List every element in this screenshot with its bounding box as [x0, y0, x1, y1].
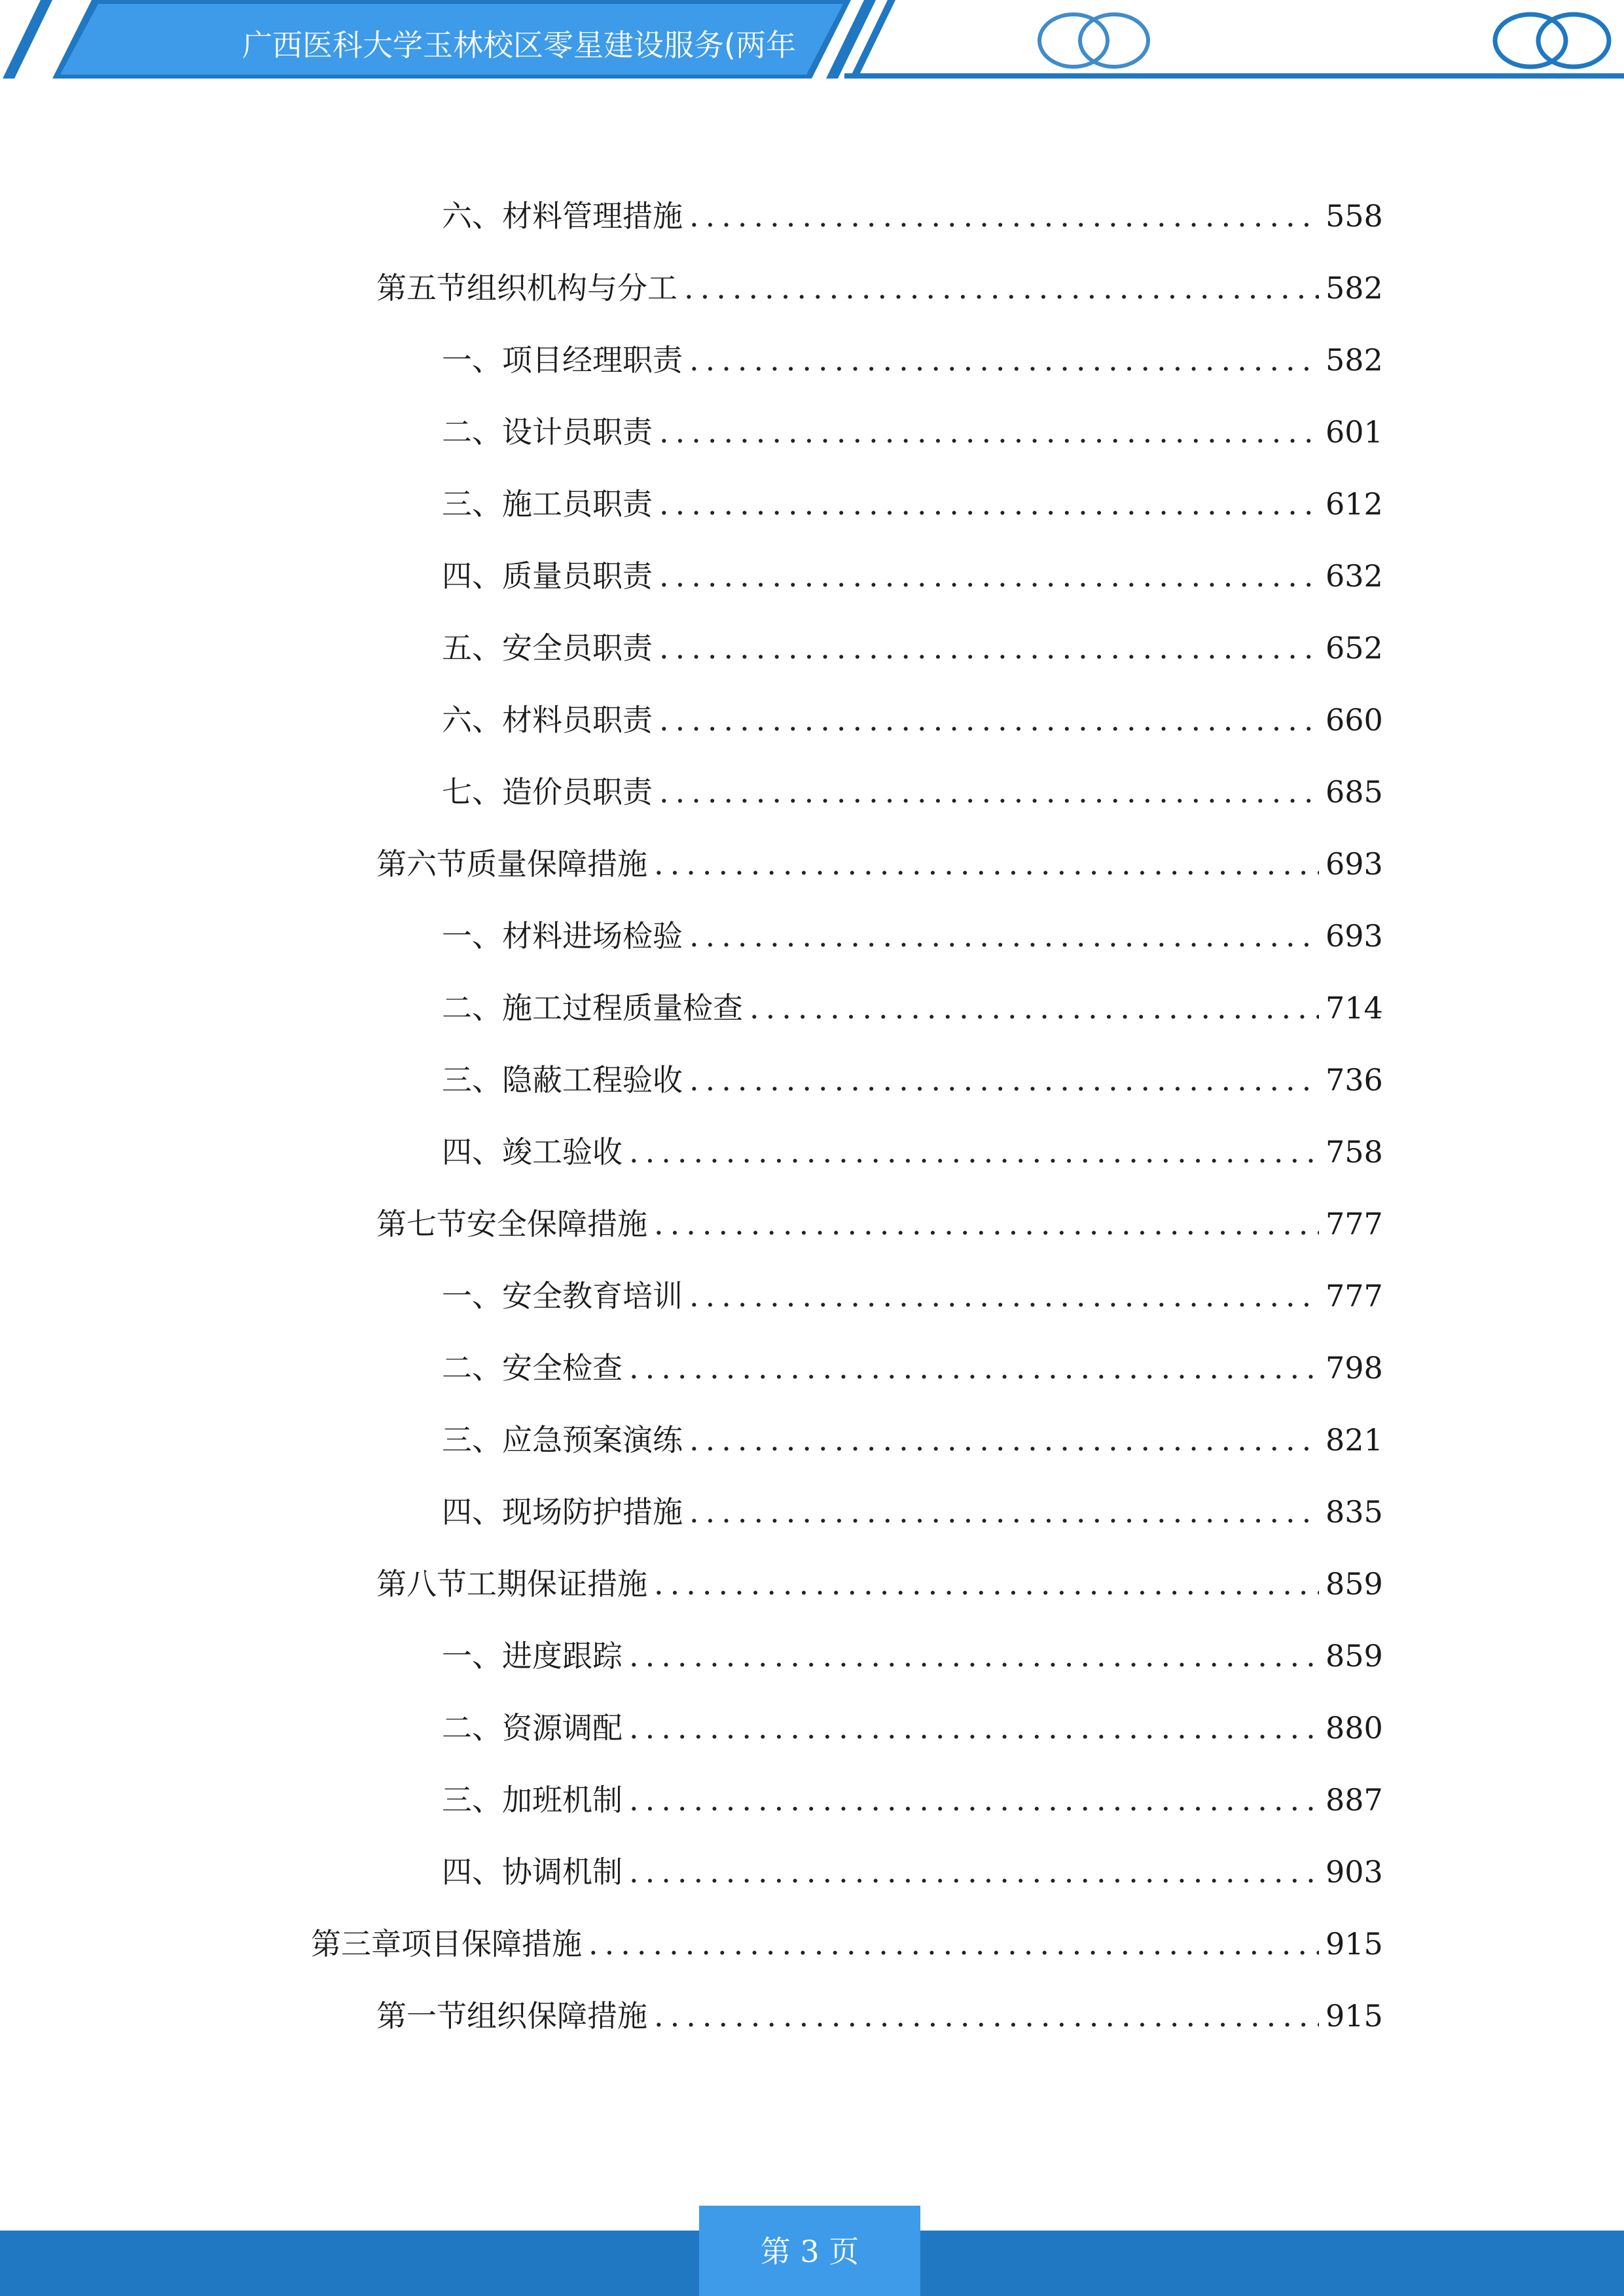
toc-title: 材料管理措施 — [502, 198, 683, 234]
toc-title: 项目保障措施 — [401, 1926, 582, 1962]
toc-leader-dots — [749, 985, 1319, 1031]
toc-title: 组织保障措施 — [467, 1998, 647, 2034]
toc-title: 施工过程质量检查 — [502, 990, 743, 1026]
toc-number: 第八节 — [376, 1566, 467, 1602]
toc-page-number: 777 — [1326, 1278, 1383, 1314]
toc-number: 第一节 — [376, 1998, 467, 2034]
toc-title: 加班机制 — [502, 1782, 623, 1818]
toc-leader-dots — [659, 697, 1319, 743]
toc-title: 安全检查 — [502, 1350, 623, 1386]
header-underline — [844, 73, 1624, 79]
toc-leader-dots — [629, 1345, 1319, 1391]
toc-title: 施工员职责 — [502, 486, 653, 522]
toc-row[interactable] — [442, 913, 1383, 959]
toc-page-number: 758 — [1326, 1134, 1383, 1170]
page-number-label: 第 3 页 — [760, 2234, 859, 2269]
header-rings-faded-icon — [1039, 14, 1148, 67]
toc-leader-dots — [689, 337, 1319, 383]
toc-page-number: 777 — [1326, 1206, 1383, 1242]
header-title: 广西医科大学玉林校区零星建设服务(两年 — [242, 27, 796, 63]
toc-number: 七、 — [442, 774, 502, 810]
toc-leader-dots — [654, 1993, 1319, 2039]
toc-number: 二、 — [442, 414, 502, 450]
toc-row[interactable] — [376, 841, 1383, 887]
toc-title: 现场防护措施 — [502, 1494, 683, 1530]
toc-row[interactable] — [376, 1561, 1383, 1607]
toc-page-number: 903 — [1326, 1854, 1383, 1890]
toc-leader-dots — [629, 1705, 1319, 1751]
toc-leader-dots — [588, 1921, 1319, 1967]
toc-row[interactable] — [442, 1849, 1383, 1895]
toc-leader-dots — [654, 1201, 1319, 1247]
toc-leader-dots — [629, 1777, 1319, 1823]
toc-number: 三、 — [442, 1422, 502, 1458]
toc-row[interactable] — [442, 1345, 1383, 1391]
header-stripe-left — [3, 0, 52, 79]
header-rings-logo-icon — [1495, 14, 1609, 67]
toc-page-number: 632 — [1326, 558, 1383, 594]
toc-title: 进度跟踪 — [502, 1638, 623, 1674]
toc-number: 第六节 — [376, 846, 467, 882]
toc-number: 一、 — [442, 1278, 502, 1314]
toc-row[interactable] — [442, 697, 1383, 743]
toc-row[interactable] — [442, 1057, 1383, 1103]
toc-page-number: 821 — [1326, 1422, 1383, 1458]
toc-number: 五、 — [442, 630, 502, 666]
toc-leader-dots — [689, 913, 1319, 959]
toc-title: 竣工验收 — [502, 1134, 623, 1170]
toc-leader-dots — [629, 1849, 1319, 1895]
toc-leader-dots — [654, 1561, 1319, 1607]
toc-number: 四、 — [442, 1134, 502, 1170]
toc-title: 组织机构与分工 — [467, 270, 677, 306]
toc-row[interactable] — [442, 1705, 1383, 1751]
toc-leader-dots — [629, 1129, 1319, 1175]
toc-number: 一、 — [442, 918, 502, 954]
toc-page-number: 558 — [1326, 198, 1383, 234]
toc-leader-dots — [689, 1273, 1319, 1319]
toc-number: 四、 — [442, 1494, 502, 1530]
toc-number: 一、 — [442, 1638, 502, 1674]
toc-leader-dots — [689, 193, 1319, 239]
toc-page-number: 915 — [1326, 1998, 1383, 2034]
toc-page-number: 859 — [1326, 1566, 1383, 1602]
toc-title: 质量保障措施 — [467, 846, 647, 882]
toc-row[interactable] — [376, 265, 1383, 311]
toc-page-number: 714 — [1326, 990, 1383, 1026]
toc-number: 二、 — [442, 1710, 502, 1746]
toc-leader-dots — [659, 481, 1319, 527]
toc-number: 第三章 — [311, 1926, 401, 1962]
toc-page-number: 693 — [1326, 918, 1383, 954]
toc-row[interactable] — [442, 553, 1383, 599]
toc-page-number: 835 — [1326, 1494, 1383, 1530]
toc-row[interactable] — [442, 1417, 1383, 1463]
toc-page-number: 612 — [1326, 486, 1383, 522]
toc-page-number: 652 — [1326, 630, 1383, 666]
toc-leader-dots — [629, 1633, 1319, 1679]
toc-row[interactable] — [442, 481, 1383, 527]
toc-page-number: 880 — [1326, 1710, 1383, 1746]
toc-leader-dots — [654, 841, 1319, 887]
toc-number: 二、 — [442, 990, 502, 1026]
toc-row[interactable] — [442, 1489, 1383, 1535]
toc-leader-dots — [659, 409, 1319, 455]
toc-page-number: 887 — [1326, 1782, 1383, 1818]
toc-number: 第五节 — [376, 270, 467, 306]
toc-title: 工期保证措施 — [467, 1566, 647, 1602]
toc-title: 安全保障措施 — [467, 1206, 647, 1242]
toc-title: 资源调配 — [502, 1710, 623, 1746]
toc-page-number: 859 — [1326, 1638, 1383, 1674]
toc-number: 一、 — [442, 342, 502, 378]
toc-title: 安全员职责 — [502, 630, 653, 666]
toc-title: 项目经理职责 — [502, 342, 683, 378]
toc-title: 造价员职责 — [502, 774, 653, 810]
toc-row[interactable] — [376, 1993, 1383, 2039]
toc-row[interactable] — [442, 409, 1383, 455]
toc-row[interactable] — [442, 985, 1383, 1031]
toc-page-number: 601 — [1326, 414, 1383, 450]
toc-page-number: 736 — [1326, 1062, 1383, 1098]
toc-leader-dots — [689, 1417, 1319, 1463]
toc-title: 安全教育培训 — [502, 1278, 683, 1314]
page-header — [0, 0, 1624, 85]
toc-title: 应急预案演练 — [502, 1422, 683, 1458]
toc-number: 三、 — [442, 1062, 502, 1098]
toc-number: 三、 — [442, 1782, 502, 1818]
toc-row[interactable] — [442, 1777, 1383, 1823]
toc-title: 设计员职责 — [502, 414, 653, 450]
toc-row[interactable] — [311, 1921, 1383, 1967]
toc-leader-dots — [689, 1057, 1319, 1103]
toc-title: 材料进场检验 — [502, 918, 683, 954]
toc-number: 四、 — [442, 558, 502, 594]
toc-number: 四、 — [442, 1854, 502, 1890]
toc-page-number: 915 — [1326, 1926, 1383, 1962]
toc-row[interactable] — [442, 193, 1383, 239]
toc-page-number: 685 — [1326, 774, 1383, 810]
toc-title: 协调机制 — [502, 1854, 623, 1890]
toc-page-number: 693 — [1326, 846, 1383, 882]
toc-number: 六、 — [442, 702, 502, 738]
toc-row[interactable] — [376, 1201, 1383, 1247]
toc-number: 三、 — [442, 486, 502, 522]
toc-leader-dots — [684, 265, 1319, 311]
toc-leader-dots — [689, 1489, 1319, 1535]
toc-page-number: 582 — [1326, 270, 1383, 306]
toc-row[interactable] — [442, 1273, 1383, 1319]
toc-number: 第七节 — [376, 1206, 467, 1242]
toc-row[interactable] — [442, 337, 1383, 383]
toc-leader-dots — [659, 769, 1319, 815]
toc-row[interactable] — [442, 625, 1383, 671]
toc-page-number: 582 — [1326, 342, 1383, 378]
toc-number: 六、 — [442, 198, 502, 234]
toc-row[interactable] — [442, 769, 1383, 815]
toc-leader-dots — [659, 553, 1319, 599]
toc-row[interactable] — [442, 1633, 1383, 1679]
toc-page-number: 660 — [1326, 702, 1383, 738]
toc-number: 二、 — [442, 1350, 502, 1386]
toc-title: 材料员职责 — [502, 702, 653, 738]
toc-row[interactable] — [442, 1129, 1383, 1175]
toc-title: 质量员职责 — [502, 558, 653, 594]
toc-page-number: 798 — [1326, 1350, 1383, 1386]
toc-leader-dots — [659, 625, 1319, 671]
toc-title: 隐蔽工程验收 — [502, 1062, 683, 1098]
